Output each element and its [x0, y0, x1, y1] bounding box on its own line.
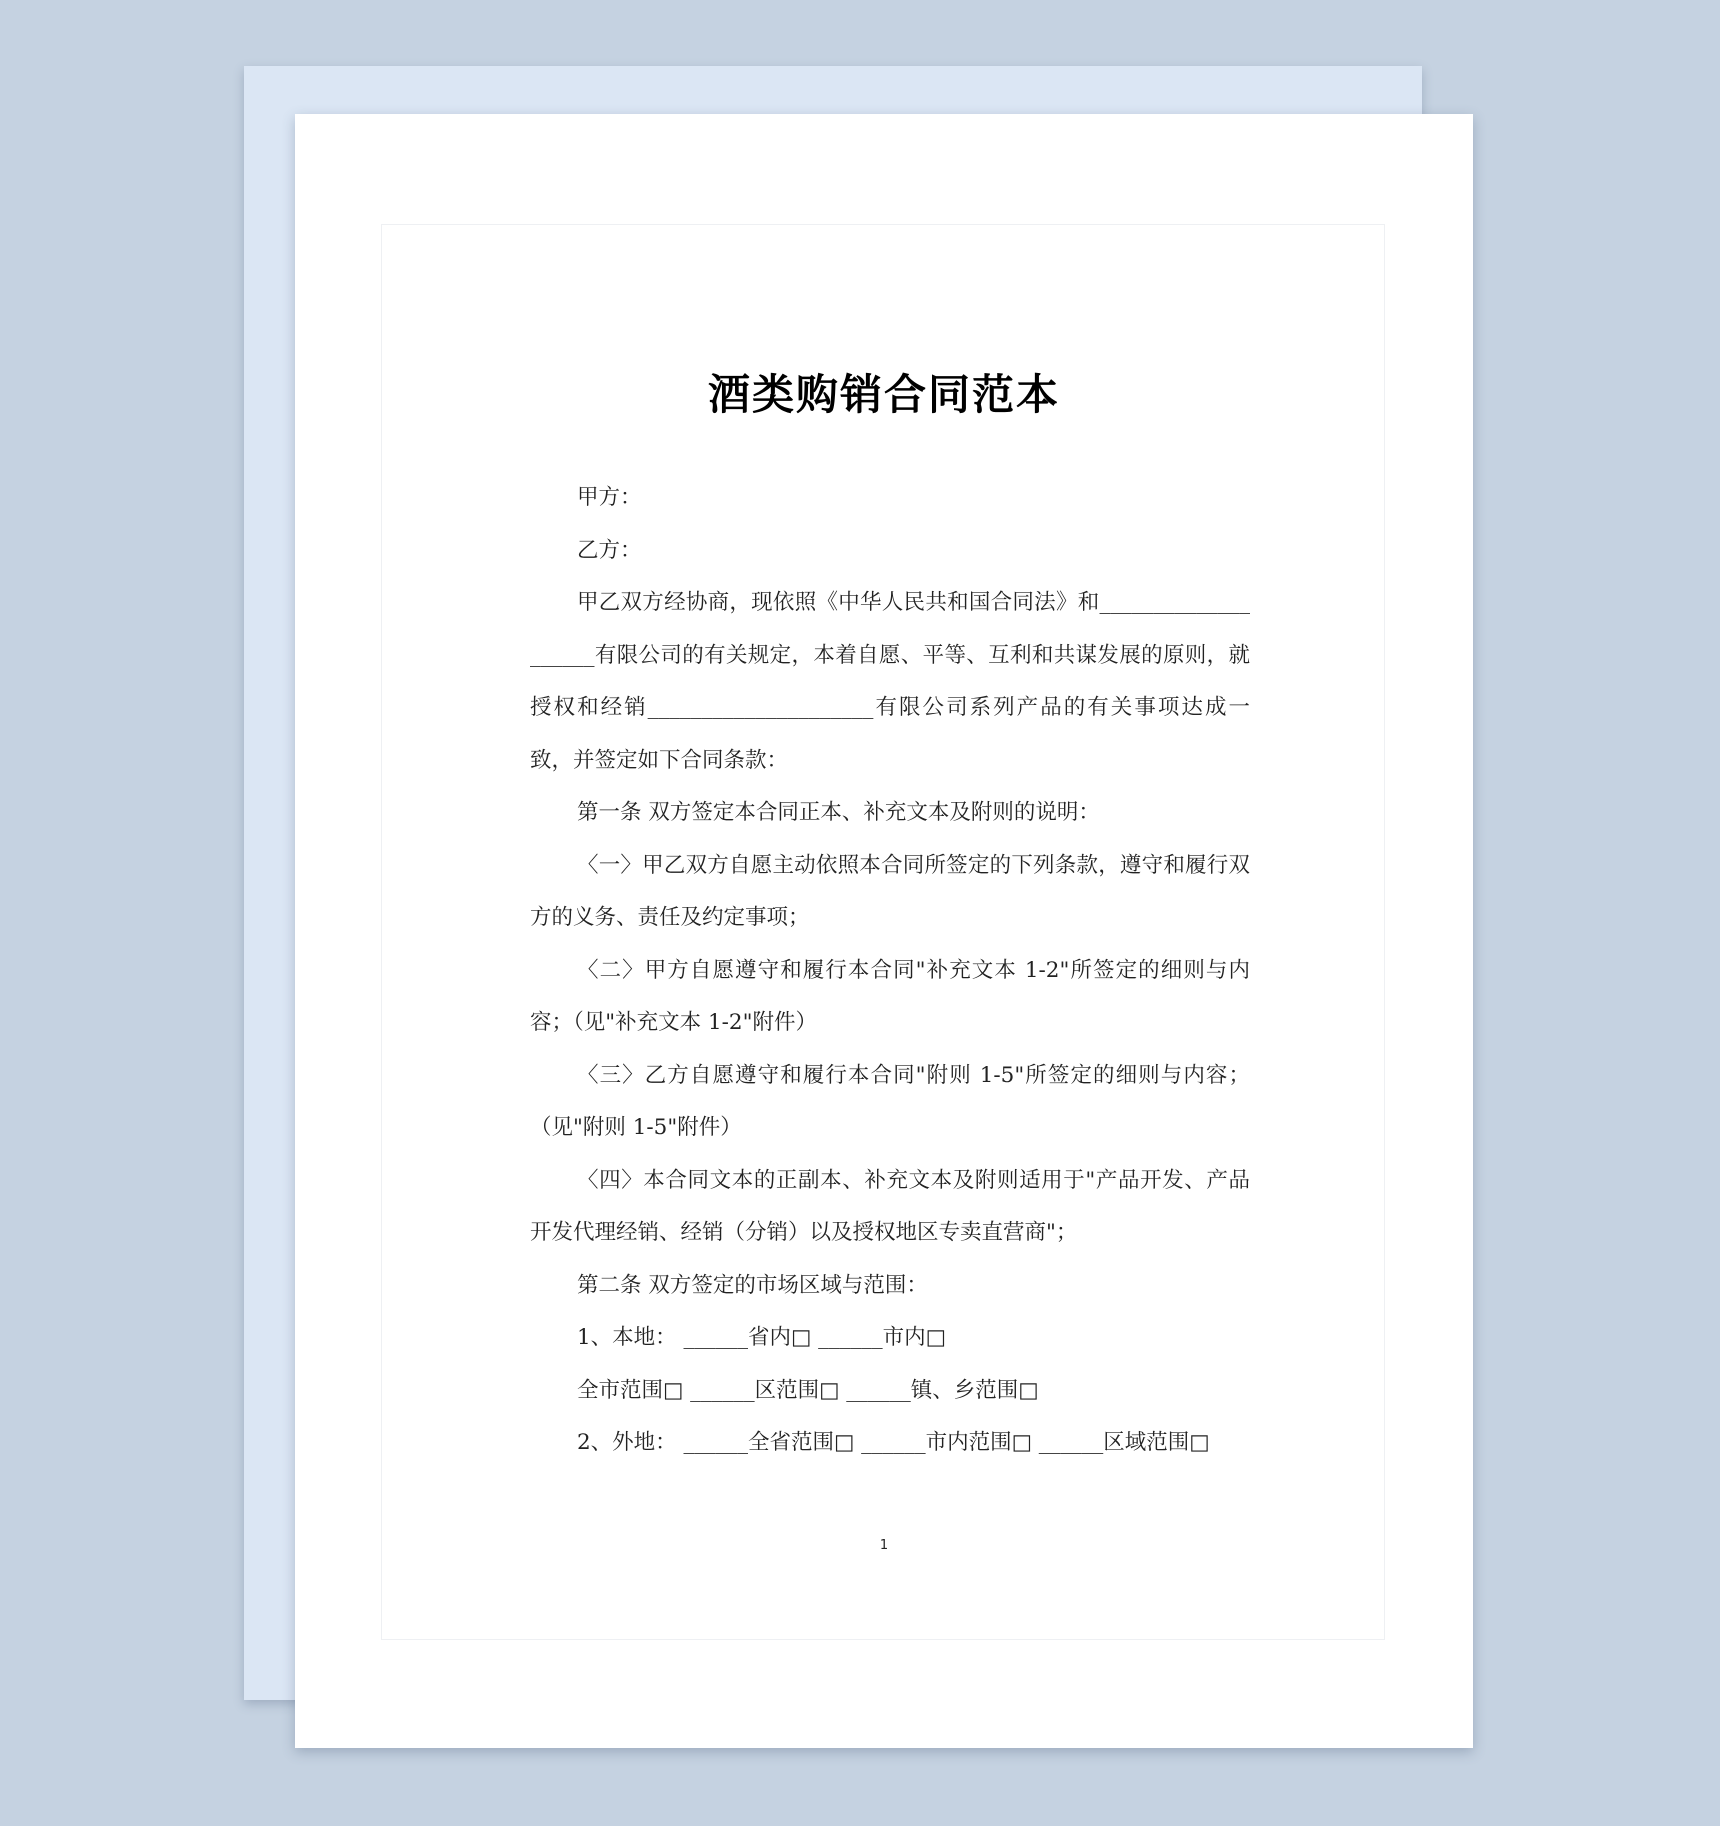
- page-number: 1: [879, 1538, 889, 1553]
- article-1-clause-4: 〈四〉本合同文本的正副本、补充文本及附则适用于"产品开发、产品开发代理经销、经销（分销）以及授权地区专卖直营商"；: [530, 1167, 1250, 1245]
- party-a-line: 甲方：: [577, 485, 642, 510]
- external-market-line: 2、外地： ______全省范围□ ______市内范围□ ______区域范围□: [577, 1430, 1210, 1455]
- local-scope-line: 全市范围□ ______区范围□ ______镇、乡范围□: [577, 1377, 1039, 1403]
- document-title: 酒类购销合同范本: [707, 370, 1060, 419]
- article-2-heading: 第二条 双方签定的市场区域与范围：: [577, 1272, 928, 1298]
- party-b-line: 乙方：: [577, 537, 642, 563]
- article-1-clause-2: 〈二〉甲方自愿遵守和履行本合同"补充文本 1-2"所签定的细则与内容；（见"补充文本 1-2"附件）: [530, 957, 1250, 1035]
- article-1-heading: 第一条 双方签定本合同正本、补充文本及附则的说明：: [577, 800, 1100, 825]
- preamble-paragraph: 甲乙双方经协商，现依照《中华人民共和国合同法》和____________________有限公司的有关规定，本着自愿、平等、互利和共谋发展的原则，就授权和经销_____________________有限公司系列产品的有关事项达成一致，并签定如下合同条款：: [530, 590, 1250, 773]
- article-1-clause-1: 〈一〉甲乙双方自愿主动依照本合同所签定的下列条款，遵守和履行双方的义务、责任及约定事项；: [530, 852, 1250, 930]
- local-market-line: 1、本地： ______省内□ ______市内□: [577, 1325, 946, 1350]
- article-1-clause-3: 〈三〉乙方自愿遵守和履行本合同"附则 1-5"所签定的细则与内容；（见"附则 1-5"附件）: [530, 1062, 1250, 1140]
- document-body: [530, 472, 1250, 1470]
- front-page-sheet: [295, 114, 1473, 1748]
